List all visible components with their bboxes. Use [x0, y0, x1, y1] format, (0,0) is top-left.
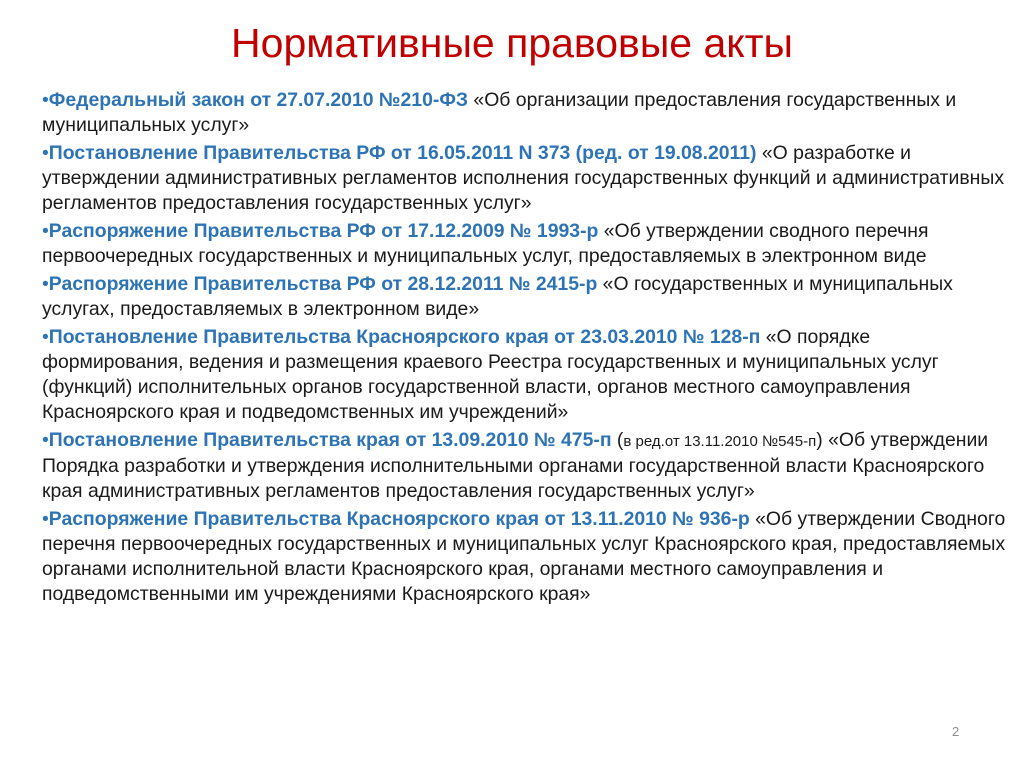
- act-reference: Распоряжение Правительства Красноярского края от 13.11.2010 № 936-р: [48, 508, 750, 530]
- list-item: [42, 219, 1010, 269]
- legal-acts-list: [42, 88, 1010, 610]
- act-title: «О разработке и утверждении административных регламентов исполнения государственных функций и административных регламентов предоставления государственных услуг»: [42, 142, 1005, 214]
- list-item: [42, 88, 1010, 138]
- act-title: «Об утверждении Сводного перечня первоочередных государственных и муниципальных услуг Красноярского края, предоставляемых органами исполнительной власти Красноярского края, органами местного самоуправления и подведомственными им учреждениями Красноярского края»: [42, 508, 1006, 605]
- act-title: «Об утверждении сводного перечня первоочередных государственных и муниципальных услуг, предоставляемых в электронном виде: [42, 220, 929, 267]
- act-reference: Постановление Правительства Красноярского края от 23.03.2010 № 128-п: [48, 326, 761, 348]
- bullet: •: [42, 142, 49, 164]
- page-number: 2: [952, 724, 960, 739]
- bullet: •: [42, 326, 49, 348]
- act-title: «Об организации предоставления государственных и муниципальных услуг»: [42, 89, 957, 136]
- list-item: [42, 507, 1010, 607]
- act-reference: Распоряжение Правительства РФ от 17.12.2009 № 1993-р: [48, 220, 599, 242]
- act-reference: Постановление Правительства РФ от 16.05.2011 N 373 (ред. от 19.08.2011): [48, 142, 757, 164]
- list-item: [42, 428, 1010, 504]
- act-reference: Федеральный закон от 27.07.2010 №210-ФЗ: [48, 89, 469, 111]
- bullet: •: [42, 220, 49, 242]
- act-title: «О государственных и муниципальных услугах, предоставляемых в электронном виде»: [42, 273, 953, 320]
- bullet: •: [42, 429, 49, 451]
- paren-close: ): [816, 429, 823, 451]
- list-item: [42, 325, 1010, 425]
- paren-open: (: [611, 429, 624, 451]
- act-title: «О порядке формирования, ведения и размещения краевого Реестра государственных и муниципальных услуг (функций) исполнительных органов государственной власти, органов местного самоуправления Красноярского края и подведомственных им учреждений»: [42, 326, 939, 423]
- act-title: «Об утверждении Порядка разработки и утверждения исполнительными органами государственной власти Красноярского края административных регламентов предоставления государственных услуг»: [42, 429, 989, 502]
- list-item: [42, 141, 1010, 216]
- act-reference: Постановление Правительства края от 13.09.2010 № 475-п: [48, 429, 612, 451]
- bullet: •: [42, 273, 49, 295]
- revision-note: в ред.от 13.11.2010 №545-п: [623, 433, 817, 450]
- list-item: [42, 272, 1010, 322]
- bullet: •: [42, 508, 49, 530]
- bullet: •: [42, 89, 49, 111]
- act-reference: Распоряжение Правительства РФ от 28.12.2011 № 2415-р: [48, 273, 598, 295]
- slide-title: Нормативные правовые акты: [231, 20, 793, 66]
